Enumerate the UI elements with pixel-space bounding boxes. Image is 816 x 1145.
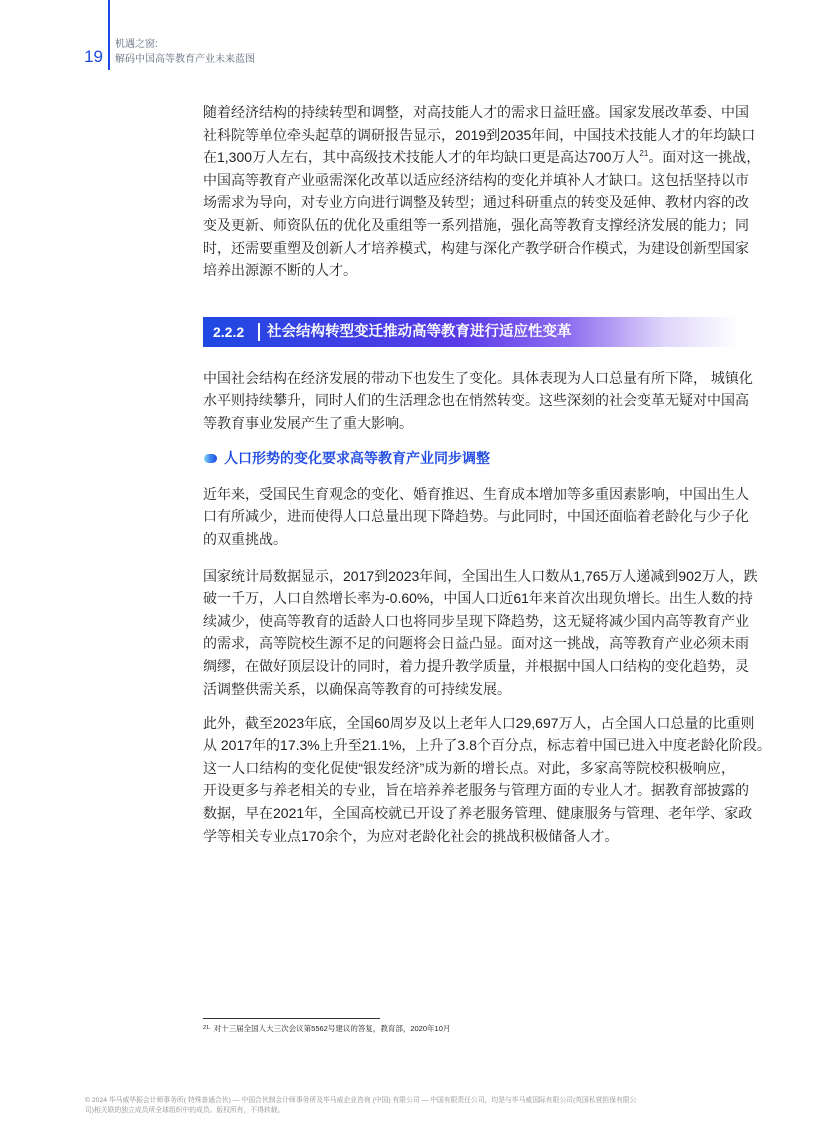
intro-paragraph	[203, 101, 761, 282]
text-line: 从 2017年的17.3%上升至21.1%，上升了3.8个百分点，标志着中国已进入中度老龄化阶段。	[203, 737, 771, 754]
text-line: 开设更多与养老相关的专业，旨在培养养老服务与管理方面的专业人才。据教育部披露的	[203, 782, 749, 799]
section-heading-separator	[258, 323, 260, 341]
bullet-pill-icon	[204, 454, 217, 463]
body-paragraph	[203, 712, 771, 848]
text-line: 近年来，受国民生育观念的变化、婚育推迟、生育成本增加等多重因素影响，中国出生人	[203, 485, 749, 502]
footnote-reference: 21	[639, 149, 649, 159]
text-line: 的双重挑战。	[203, 530, 287, 547]
text-line: 中国高等教育产业亟需深化改革以适应经济结构的变化并填补人才缺口。这包括坚持以市	[203, 171, 749, 188]
text-line: 绸缪，在做好顶层设计的同时，着力提升教学质量，并根据中国人口结构的变化趋势，灵	[203, 658, 749, 675]
text-segment: 在1,300万人左右，其中高级技术技能人才的年均缺口更是高达700万人	[203, 149, 640, 166]
section-intro-paragraph	[203, 367, 753, 435]
text-line: 数据，早在2021年，全国高校就已开设了养老服务管理、健康服务与管理、老年学、家政	[203, 805, 753, 822]
text-line: 变及更新、师资队伍的优化及重组等一系列措施，强化高等教育支撑经济发展的能力；同	[203, 216, 749, 233]
running-title-line1: 机遇之窗:	[115, 39, 158, 50]
text-line: 场需求为导向，对专业方向进行调整及转型；通过科研重点的转变及延伸、教材内容的改	[203, 194, 749, 211]
text-line: 培养出源源不断的人才。	[203, 262, 357, 279]
footnote-text: 对十三届全国人大三次会议第5562号建议的答复，教育部，2020年10月	[213, 1024, 451, 1033]
page-number: 19	[84, 47, 103, 66]
text-line: 的需求，高等院校生源不足的问题将会日益凸显。面对这一挑战，高等教育产业必须未雨	[203, 635, 749, 652]
text-line: 随着经济结构的持续转型和调整，对高技能人才的需求日益旺盛。国家发展改革委、中国	[203, 104, 749, 120]
text-line: 这一人口结构的变化促使“银发经济”成为新的增长点。对此，多家高等院校积极响应，	[203, 759, 735, 776]
text-line: 水平则持续攀升，同时人们的生活理念也在悄然转变。这些深刻的社会变革无疑对中国高	[203, 392, 749, 409]
text-line: 中国社会结构在经济发展的带动下也发生了变化。具体表现为人口总量有所下降， 城镇化	[203, 369, 753, 386]
text-line: 社科院等单位牵头起草的调研报告显示，2019到2035年间，中国技术技能人才的年均缺口	[203, 126, 756, 143]
footnote-divider	[203, 1018, 380, 1019]
running-title-line2: 解码中国高等教育产业未来蓝图	[115, 54, 255, 65]
body-paragraph	[203, 483, 749, 551]
text-line: 此外，截至2023年底，全国60周岁及以上老年人口29,697万人，占全国人口总量的比重则	[203, 714, 755, 731]
text-line: 口有所减少，进而使得人口总量出现下降趋势。与此同时，中国还面临着老龄化与少子化	[203, 508, 749, 525]
text-segment: 。面对这一挑战，	[648, 149, 761, 166]
section-number: 2.2.2	[213, 324, 245, 340]
text-line: 时，还需要重塑及创新人才培养模式，构建与深化产教学研合作模式，为建设创新型国家	[203, 239, 749, 256]
section-title: 社会结构转型变迁推动高等教育进行适应性变革	[267, 324, 572, 340]
footnote	[203, 1023, 603, 1034]
body-paragraph	[203, 565, 758, 701]
text-line	[203, 146, 761, 169]
footer-line: 司)相关联的独立成员所全球组织中的成员。版权所有，不得转载。	[85, 1107, 285, 1114]
text-line: 破一千万，人口自然增长率为-0.60%，中国人口近61年来首次出现负增长。出生人数的持	[203, 590, 753, 607]
subheading: 人口形势的变化要求高等教育产业同步调整	[224, 450, 490, 466]
text-line: 续减少，使高等教育的适龄人口也将同步呈现下降趋势，这无疑将减少国内高等教育产业	[203, 612, 749, 629]
text-line: 活调整供需关系，以确保高等教育的可持续发展。	[203, 680, 511, 697]
copyright-footer	[85, 1096, 733, 1116]
footer-line: © 2024 毕马威华振会计师事务所( 特殊普通合伙) — 中国合伙制会计师事务所及毕马威企业咨询 (中国) 有限公司 — 中国有限责任公司，均是与毕马威国际有限公司(英国私营担保有限公	[85, 1097, 637, 1104]
text-line: 国家统计局数据显示，2017到2023年间，全国出生人口数从1,765万人递减到902万人，跌	[203, 567, 758, 584]
footnote-number: 21.	[203, 1025, 211, 1031]
text-line: 学等相关专业点170余个，为应对老龄化社会的挑战积极储备人才。	[203, 827, 619, 844]
section-heading-bar	[203, 317, 740, 347]
header-divider	[108, 0, 110, 70]
text-line: 等教育事业发展产生了重大影响。	[203, 414, 413, 431]
